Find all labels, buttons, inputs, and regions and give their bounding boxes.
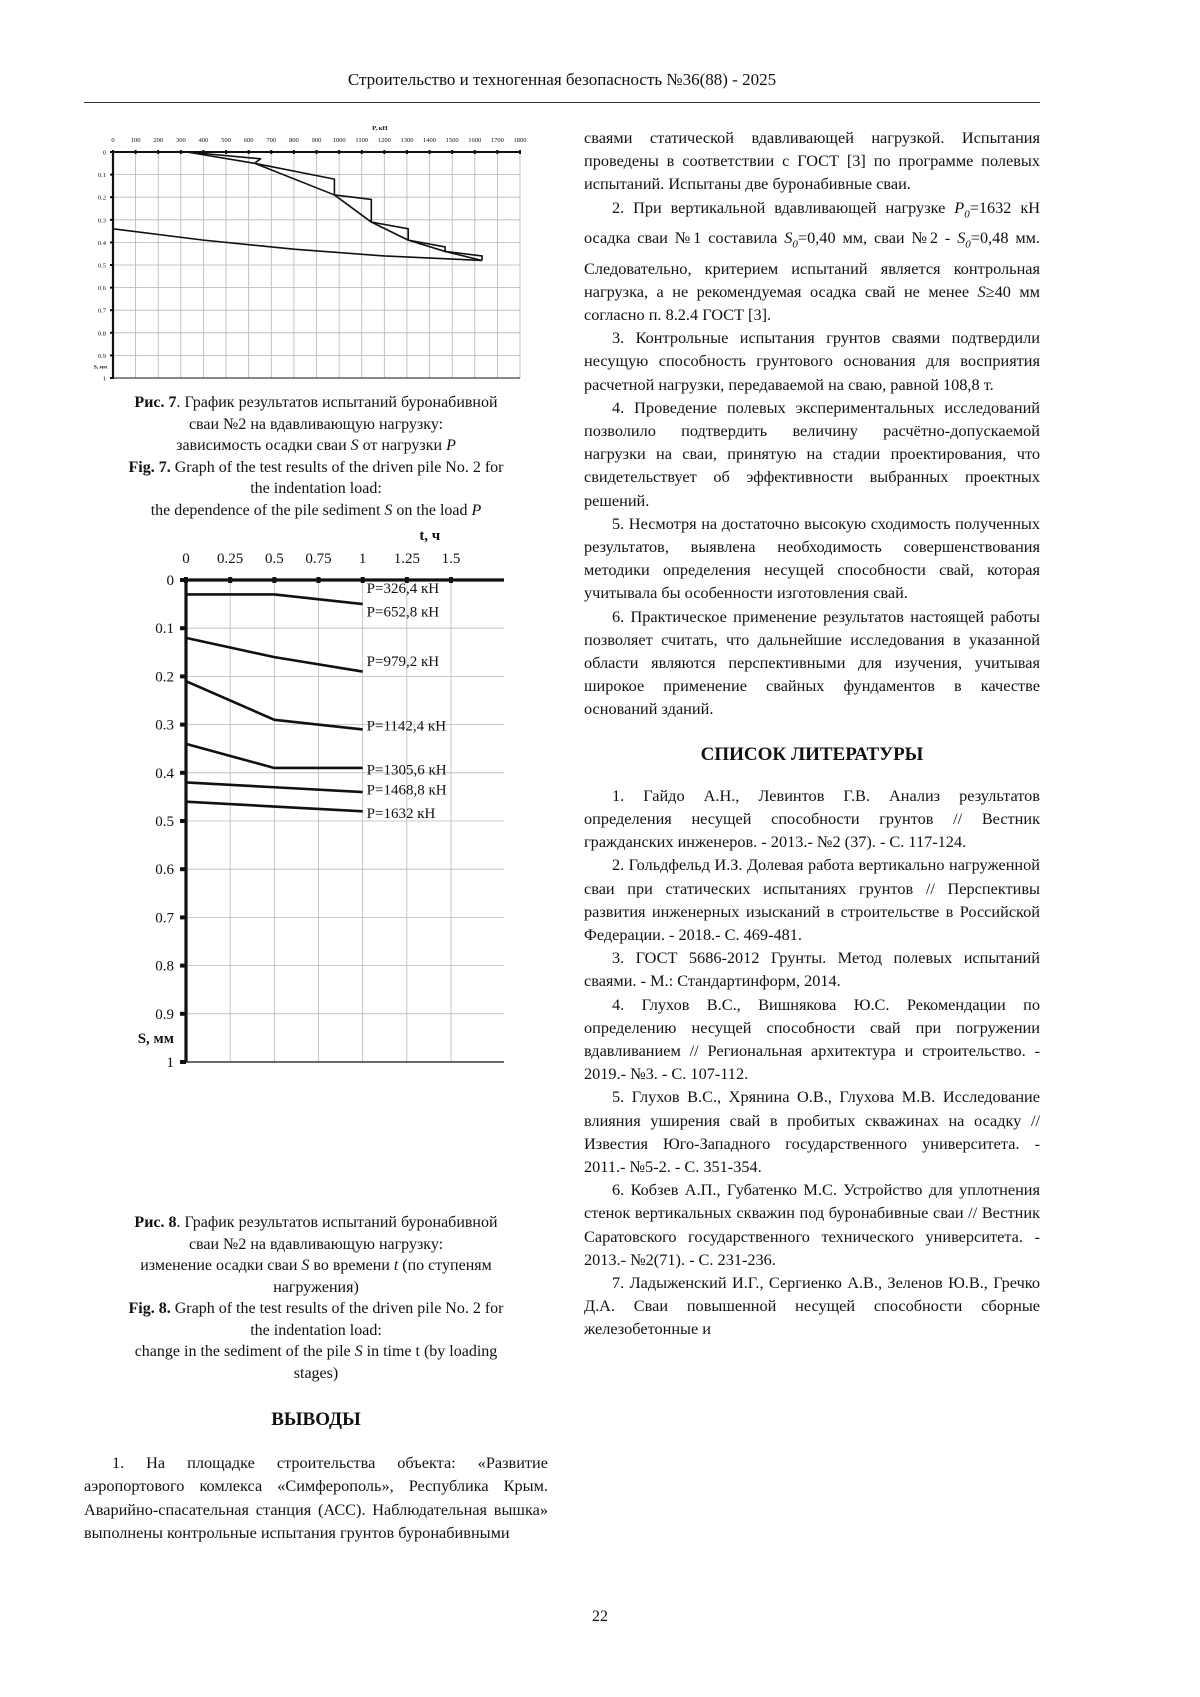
var-sub: 0 (965, 238, 971, 251)
conclusion-6: 6. Практическое применение результатов настоящей работы позволяет считать, что дальнейшие исследования в указанной области являются перспективными для изучения, учитывая широкое применение свайных фундаментов в качестве оснований зданий. (584, 606, 1040, 719)
caption-var: P (471, 501, 482, 519)
x-tick-label: 200 (153, 137, 164, 144)
fig8-plot (100, 528, 520, 1080)
x-tick-label: 0.25 (217, 551, 244, 567)
conclusions-title: ВЫВОДЫ (271, 1409, 361, 1430)
var: S (977, 281, 986, 301)
series-line (187, 152, 482, 260)
y-tick-label: 0.4 (155, 765, 174, 782)
reference-item: 2. Гольдфельд И.З. Долевая работа вертикально нагруженной сваи при статических испытаниях грунтов // Перспективы развития инженерных изысканий в строительстве в Российской Федерации. - 2018.- С. 469-481. (584, 855, 1040, 944)
references-list (584, 784, 1040, 1341)
grid (113, 152, 520, 378)
y-tick-label: 1 (102, 375, 106, 383)
conclusion-1-part2: сваями статической вдавливающей нагрузкой. Испытания проведены в соответствии с ГОСТ [3] по программе полевых испытаний. Испытаны две буронабивные сваи. (584, 128, 1040, 194)
caption-var: S (384, 501, 393, 519)
caption-var: S (301, 1257, 310, 1274)
y-tick-label: 0.2 (97, 194, 106, 202)
y-tick-label: 0.7 (155, 910, 174, 927)
y-tick-label: 0.1 (97, 172, 106, 180)
x-tick-label: 400 (198, 137, 209, 144)
caption-text: изменение осадки сваи (140, 1257, 302, 1274)
left-column-conclusions (84, 1408, 548, 1544)
x-tick-label: 1300 (400, 137, 414, 144)
y-axis-label: S, мм (93, 364, 107, 371)
x-tick-label: 1600 (468, 137, 482, 144)
caption-text: от нагрузки (358, 437, 447, 454)
caption-var: S (350, 437, 359, 454)
var: P (954, 197, 965, 217)
var: S (784, 228, 793, 248)
caption-text: сваи №2 на вдавливающую нагрузку: (188, 415, 444, 433)
caption-text: во времени (309, 1257, 394, 1274)
y-tick-label: 0.1 (155, 621, 174, 638)
series-line (187, 152, 482, 260)
x-tick-label: 1 (358, 551, 367, 567)
x-tick-label: 900 (311, 137, 322, 144)
caption-text: in time t (by loading (362, 1343, 498, 1360)
fig7-caption (84, 392, 548, 521)
fig8-chart (100, 528, 520, 1080)
caption-text: нагружения) (273, 1278, 359, 1296)
fig7-plot (80, 118, 540, 388)
caption-text: the indentation load: (250, 480, 382, 497)
x-axis-label: P, кН (372, 125, 388, 132)
caption-text: . График результатов испытаний буронабивной (176, 394, 498, 411)
x-tick-label: 500 (221, 137, 231, 144)
y-tick-label: 0.9 (97, 352, 106, 360)
x-axis-label: t, ч (419, 528, 441, 544)
x-tick-label: 1500 (445, 137, 459, 144)
reference-item: 6. Кобзев А.П., Губатенко М.С. Устройство для уплотнения стенок вертикальных скважин под буронабивные сваи // Вестник Саратовского государственного технического университета. - 2013.- №2(71). - С. 231-236. (584, 1180, 1040, 1269)
series-label: P=652,8 кН (366, 604, 440, 621)
caption-text: stages) (293, 1364, 339, 1382)
reference-item: 4. Глухов В.С., Вишнякова Ю.С. Рекомендации по определению несущей способности свай при погружении вдавливанием // Региональная архитектура и строительство. - 2019.- №3. - С. 107-112. (584, 994, 1040, 1084)
caption-text: Graph of the test results of the driven pile No. 2 for (170, 1300, 504, 1317)
x-tick-label: 1400 (423, 137, 437, 144)
x-tick-label: 700 (266, 137, 277, 144)
y-tick-label: 0.7 (97, 307, 106, 315)
caption-text: сваи №2 на вдавливающую нагрузку: (188, 1235, 444, 1253)
text: ≥40 мм согласно п. 8.2.4 ГОСТ [3]. (584, 281, 1040, 324)
x-tick-label: 1.5 (441, 551, 461, 567)
caption-text: Graph of the test results of the driven pile No. 2 for (170, 458, 504, 476)
caption-text: the dependence of the pile sediment (150, 501, 385, 519)
x-tick-label: 1000 (332, 137, 346, 144)
series-label: P=326,4 кН (366, 581, 440, 598)
page-number: 22 (592, 1608, 608, 1625)
conclusion-1-part1: 1. На площадке строительства объекта: «Развитие аэропортового комлекса «Симферополь», Республика Крым. Аварийно-спасательная станция (АСС). Наблюдательная вышка» выполнены контрольные испытания грунтов буронабивными (84, 1453, 548, 1542)
caption-var: S (354, 1343, 363, 1360)
var-sub: 0 (792, 238, 798, 251)
x-tick-label: 100 (130, 137, 141, 144)
conclusion-4: 4. Проведение полевых экспериментальных исследований позволило подтвердить величину расчётно-допускаемой нагрузки на сваи, принятую на стадии проектирования, что свидетельствует об эффективности выбранных проектных решений. (584, 397, 1040, 510)
x-tick-label: 300 (175, 137, 186, 144)
var: S (957, 228, 966, 248)
x-tick-label: 0 (111, 137, 115, 144)
y-tick-label: 1 (166, 1055, 174, 1071)
conclusion-5: 5. Несмотря на достаточно высокую сходимость полученных результатов, выявлена необходимость совершенствования методики определения несущей способности свай, которая учитывала бы особенности изготовления свай. (584, 513, 1040, 603)
series-label: P=979,2 кН (366, 653, 440, 670)
journal-header: Строительство и техногенная безопасность №36(88) - 2025 (347, 70, 777, 89)
series-label: P=1142,4 кН (366, 718, 447, 735)
caption-text: зависимость осадки сваи (176, 437, 351, 454)
caption-text: on the load (392, 501, 472, 519)
conclusion-3: 3. Контрольные испытания грунтов сваями подтвердили несущую способность грунтового основания для восприятия расчетной нагрузки, передаваемой на сваю, равной 108,8 т. (584, 328, 1040, 394)
y-tick-label: 0.6 (155, 862, 174, 879)
series-label: P=1632 кН (366, 805, 436, 822)
text: =0,40 мм, сваи №2 - (797, 228, 958, 248)
series-line (113, 229, 482, 261)
y-tick-label: 0.3 (155, 717, 174, 734)
y-tick-label: 0.3 (97, 217, 106, 225)
grid (186, 580, 504, 1062)
caption-text: the indentation load: (250, 1321, 382, 1339)
caption-var: P (446, 437, 456, 454)
y-axis-label: S, мм (137, 1030, 174, 1047)
text: 2. При вертикальной вдавливающей нагрузке (612, 197, 955, 217)
y-tick-label: 0 (166, 573, 174, 589)
header-divider (84, 102, 1040, 103)
fig8-label-ru: Рис. 8 (134, 1214, 177, 1231)
right-column (584, 126, 1040, 1341)
series-label: P=1468,8 кН (366, 782, 447, 799)
y-tick-label: 0.6 (97, 285, 106, 293)
x-tick-label: 0.75 (305, 551, 332, 567)
y-tick-label: 0.4 (97, 239, 106, 247)
text: =1632 кН осадка сваи №1 составила (584, 197, 1040, 248)
x-tick-label: 1800 (513, 137, 527, 144)
y-tick-label: 0.5 (97, 262, 106, 270)
fig7-label-ru: Рис. 7 (134, 394, 177, 411)
x-tick-label: 800 (289, 137, 299, 144)
fig8-caption (84, 1212, 548, 1384)
x-tick-label: 600 (243, 137, 254, 144)
reference-item: 5. Глухов В.С., Хрянина О.В., Глухова М.В. Исследование влияния уширения свай в пробитых скважинах на осадку // Известия Юго-Западного государственного университета. - 2011.- №5-2. - С. 351-354. (584, 1087, 1040, 1177)
y-tick-label: 0.2 (155, 669, 174, 686)
caption-text: change in the sediment of the pile (134, 1343, 355, 1360)
y-tick-label: 0 (102, 149, 106, 157)
caption-var: t (393, 1257, 399, 1274)
text: =0,48 мм. Следовательно, критерием испытаний является контрольная нагрузка, а не рекомендуемая осадка свай не менее (584, 228, 1041, 301)
caption-text: . График результатов испытаний буронабивной (176, 1214, 498, 1231)
x-tick-label: 1200 (377, 137, 391, 144)
reference-item: 7. Ладыженский И.Г., Сергиенко А.В., Зеленов Ю.В., Гречко Д.А. Сваи повышенной несущей способности сборные железобетонные и (584, 1273, 1040, 1339)
x-tick-label: 1100 (355, 137, 369, 144)
y-tick-label: 0.9 (155, 1006, 174, 1023)
y-tick-label: 0.5 (155, 814, 174, 830)
reference-item: 1. Гайдо А.Н., Левинтов Г.В. Анализ результатов определения несущей способности грунтов // Вестник гражданских инженеров. - 2013.- №2 (37). - С. 117-124. (584, 785, 1040, 852)
x-tick-label: 0 (182, 551, 190, 567)
y-tick-label: 0.8 (155, 958, 174, 975)
references-title: СПИСОК ЛИТЕРАТУРЫ (700, 743, 924, 765)
var-sub: 0 (964, 207, 970, 220)
series-label: P=1305,6 кН (366, 762, 447, 779)
reference-item: 3. ГОСТ 5686-2012 Грунты. Метод полевых испытаний сваями. - М.: Стандартинформ, 2014. (584, 948, 1040, 991)
y-tick-label: 0.8 (97, 330, 106, 338)
fig7-chart (80, 118, 540, 388)
x-tick-label: 1.25 (393, 551, 420, 567)
conclusion-2 (584, 196, 1040, 327)
fig7-label-en: Fig. 7. (128, 458, 171, 476)
x-tick-label: 1700 (490, 137, 504, 144)
fig8-label-en: Fig. 8. (128, 1300, 171, 1317)
x-tick-label: 0.5 (264, 551, 284, 567)
caption-text: (по ступеням (398, 1257, 492, 1274)
